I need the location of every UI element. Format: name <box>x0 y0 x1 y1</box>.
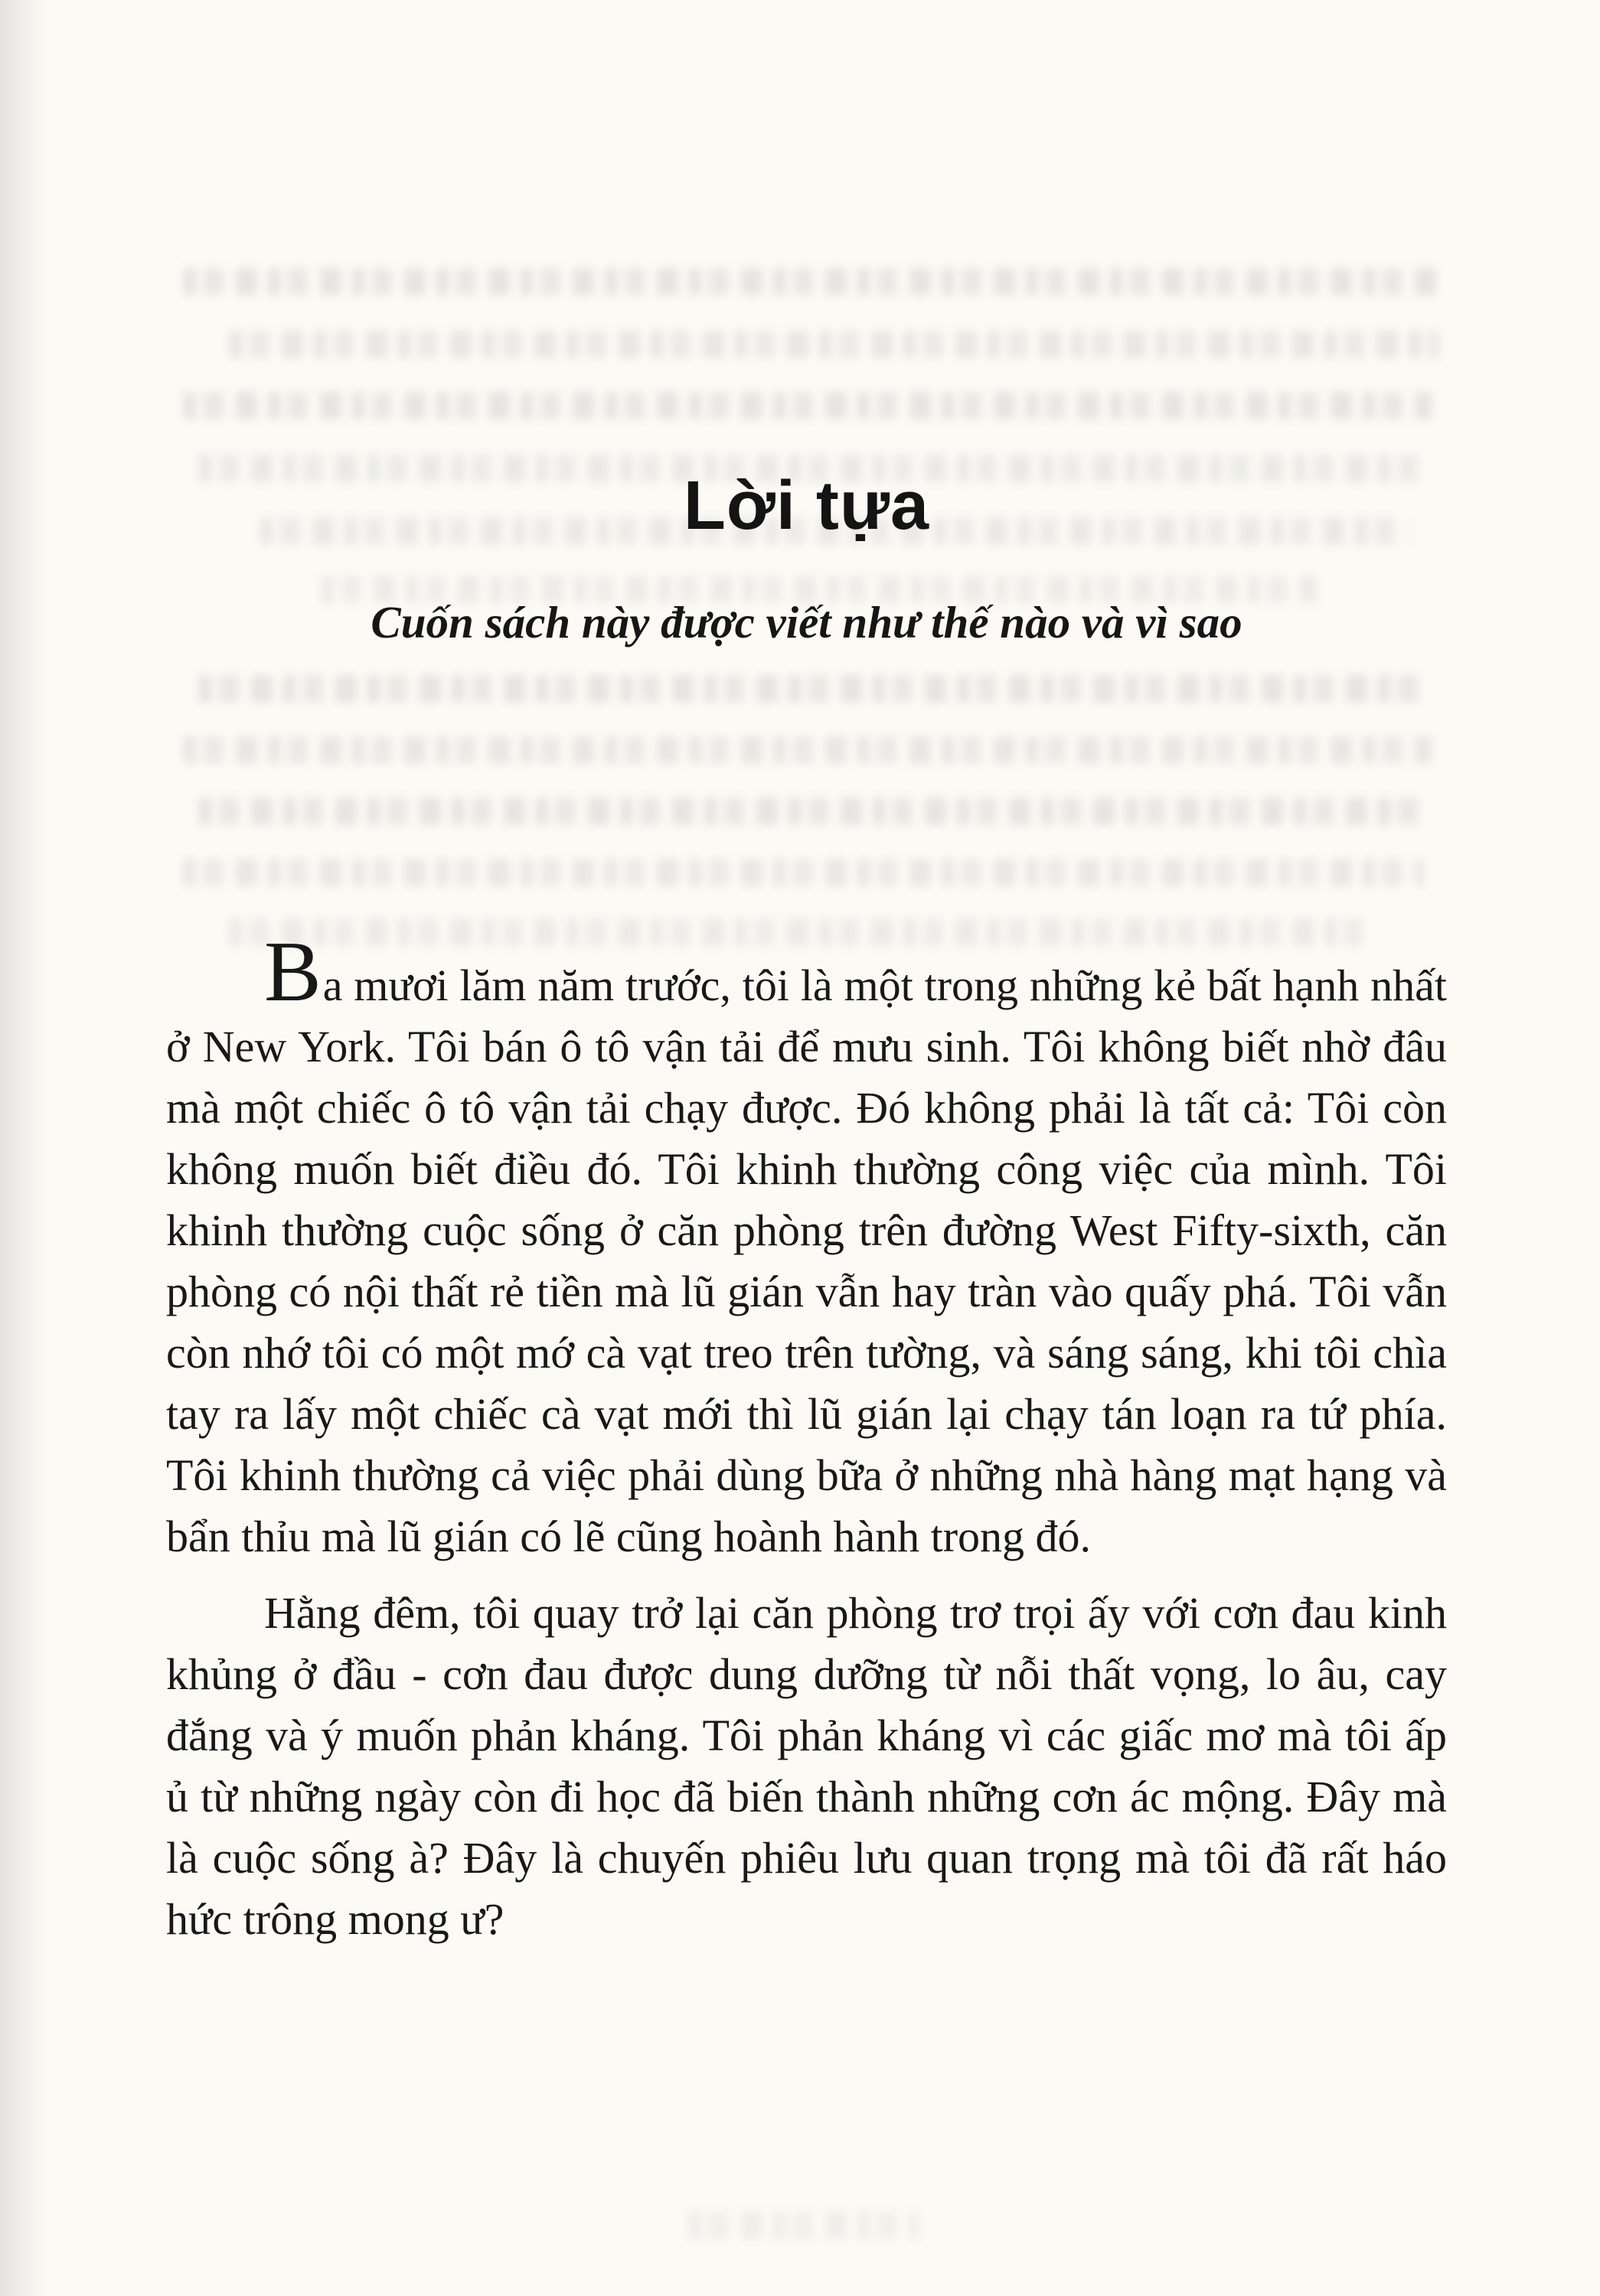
paragraph-1-text: a mươi lăm năm trước, tôi là một trong những kẻ bất hạnh nhất ở New York. Tôi bán ô tô vận tải để mưu sinh. Tôi không biết nhờ đâu mà một chiếc ô tô vận tải chạy được. Đó không phải là tất cả: Tôi còn không muốn biết điều đó. Tôi khinh thường công việc của mình. Tôi khinh thường cuộc sống ở căn phòng trên đường West Fifty-sixth, căn phòng có nội thất rẻ tiền mà lũ gián vẫn hay tràn vào quấy phá. Tôi vẫn còn nhớ tôi có một mớ cà vạt treo trên tường, và sáng sáng, khi tôi chìa tay ra lấy một chiếc cà vạt mới thì lũ gián lại chạy tán loạn ra tứ phía. Tôi khinh thường cả việc phải dùng bữa ở những nhà hàng mạt hạng và bẩn thỉu mà lũ gián có lẽ cũng hoành hành trong đó. <box>166 960 1447 1561</box>
paragraph-2: Hằng đêm, tôi quay trở lại căn phòng trơ trọi ấy với cơn đau kinh khủng ở đầu - cơn đau được dung dưỡng từ nỗi thất vọng, lo âu, cay đắng và ý muốn phản kháng. Tôi phản kháng vì các giấc mơ mà tôi ấp ủ từ những ngày còn đi học đã biến thành những cơn ác mộng. Đây mà là cuộc sống à? Đây là chuyến phiêu lưu quan trọng mà tôi đã rất háo hức trông mong ư? <box>166 1588 1447 1944</box>
page-edge-shadow <box>0 0 46 2296</box>
paragraph-1 <box>166 925 1447 1567</box>
chapter-subtitle: Cuốn sách này được viết như thế nào và vì sao <box>371 597 1242 647</box>
text-block <box>166 0 1447 2296</box>
body-text <box>166 925 1447 1950</box>
drop-cap: B <box>264 925 323 1019</box>
chapter-title: Lời tựa <box>683 468 930 544</box>
